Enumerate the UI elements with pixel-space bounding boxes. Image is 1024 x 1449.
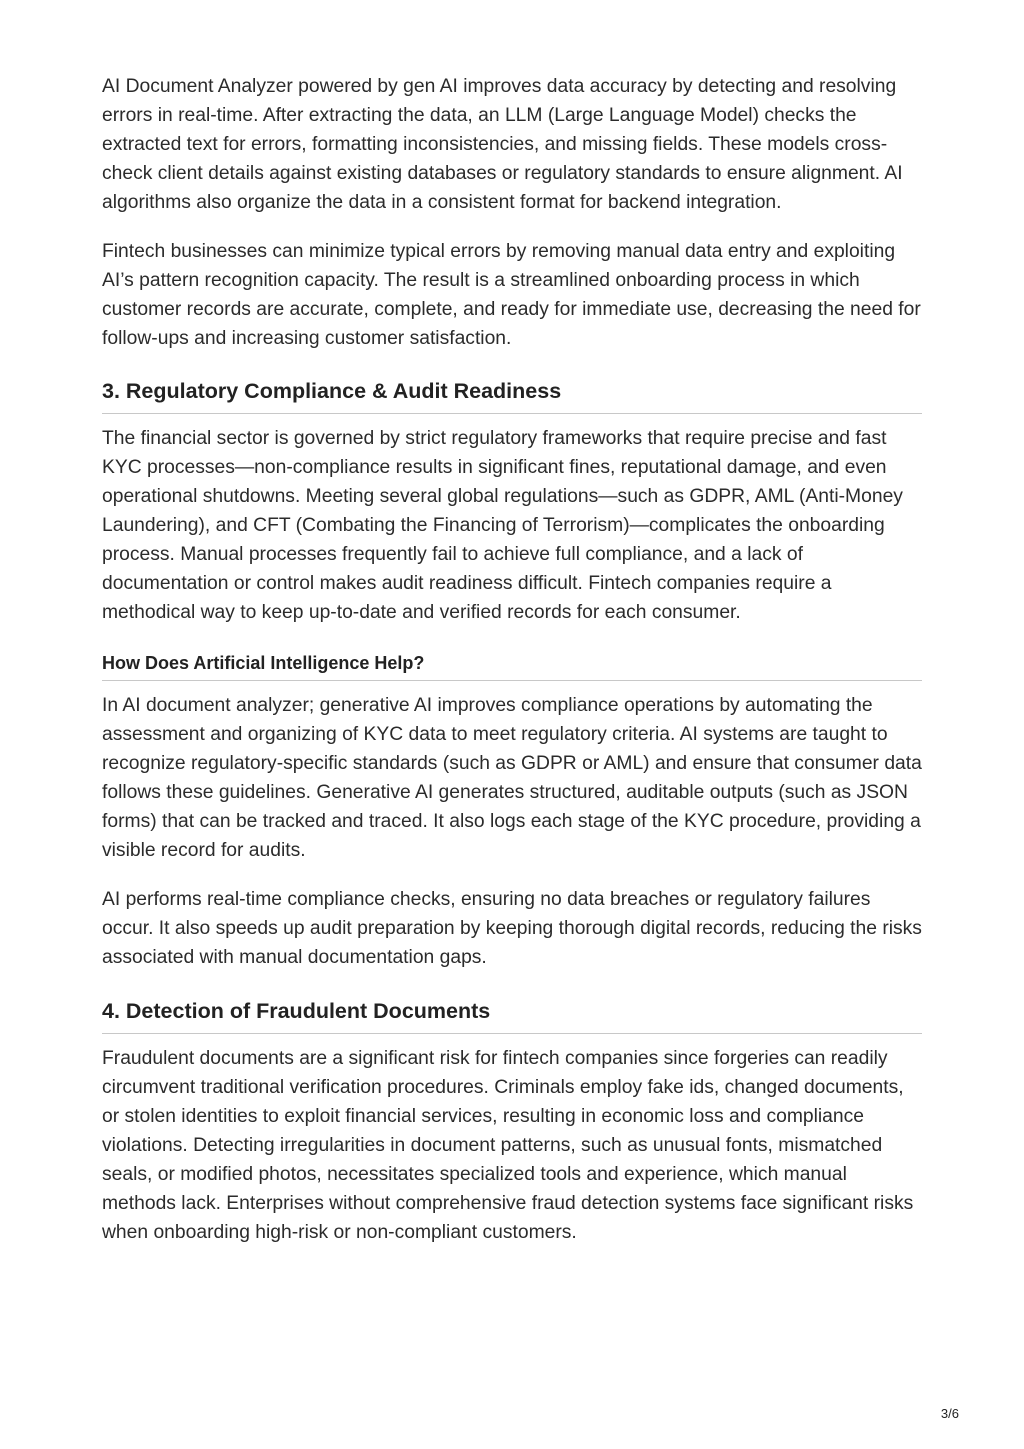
section-4-heading: 4. Detection of Fraudulent Documents bbox=[102, 997, 922, 1034]
section-3-sub-paragraph-1: In AI document analyzer; generative AI improves compliance operations by automating the assessment and organizing of KYC data to meet regulatory criteria. AI systems are taught to recognize regulatory-specific standards (such as GDPR or AML) and ensure that consumer data follows these guidelines. Generative AI generates structured, auditable outputs (such as JSON forms) that can be tracked and traced. It also logs each stage of the KYC procedure, providing a visible record for audits. bbox=[102, 695, 922, 861]
section-3-heading: 3. Regulatory Compliance & Audit Readiness bbox=[102, 377, 922, 414]
section-3-subheading: How Does Artificial Intelligence Help? bbox=[102, 651, 922, 681]
intro-paragraph-1: AI Document Analyzer powered by gen AI improves data accuracy by detecting and resolving errors in real-time. After extracting the data, an LLM (Large Language Model) checks the extracted text for errors, formatting inconsistencies, and missing fields. These models cross-check client details against existing databases or regulatory standards to ensure alignment. AI algorithms also organize the data in a consistent format for backend integration. bbox=[102, 76, 903, 213]
section-4-paragraph: Fraudulent documents are a significant risk for fintech companies since forgeries can readily circumvent traditional verification procedures. Criminals employ fake ids, changed documents, or stolen identities to exploit financial services, resulting in economic loss and compliance violations. Detecting irregularities in document patterns, such as unusual fonts, mismatched seals, or modified photos, necessitates specialized tools and experience, which manual methods lack. Enterprises without comprehensive fraud detection systems face significant risks when onboarding high-risk or non-compliant customers. bbox=[102, 1048, 914, 1243]
page-number: 3/6 bbox=[940, 1406, 959, 1421]
section-3-paragraph: The financial sector is governed by strict regulatory frameworks that require precise and fast KYC processes—non-compliance results in significant fines, reputational damage, and even operational shutdowns. Meeting several global regulations—such as GDPR, AML (Anti-Money Laundering), and CFT (Combating the Financing of Terrorism)—complicates the onboarding process. Manual processes frequently fail to achieve full compliance, and a lack of documentation or control makes audit readiness difficult. Fintech companies require a methodical way to keep up-to-date and verified records for each consumer. bbox=[102, 428, 903, 623]
section-3-sub-paragraph-2: AI performs real-time compliance checks, ensuring no data breaches or regulatory failures occur. It also speeds up audit preparation by keeping thorough digital records, reducing the risks associated with manual documentation gaps. bbox=[102, 889, 922, 968]
intro-paragraph-2: Fintech businesses can minimize typical errors by removing manual data entry and exploiting AI’s pattern recognition capacity. The result is a streamlined onboarding process in which customer records are accurate, complete, and ready for immediate use, decreasing the need for follow-ups and increasing customer satisfaction. bbox=[102, 241, 921, 349]
document-page bbox=[102, 72, 922, 1247]
